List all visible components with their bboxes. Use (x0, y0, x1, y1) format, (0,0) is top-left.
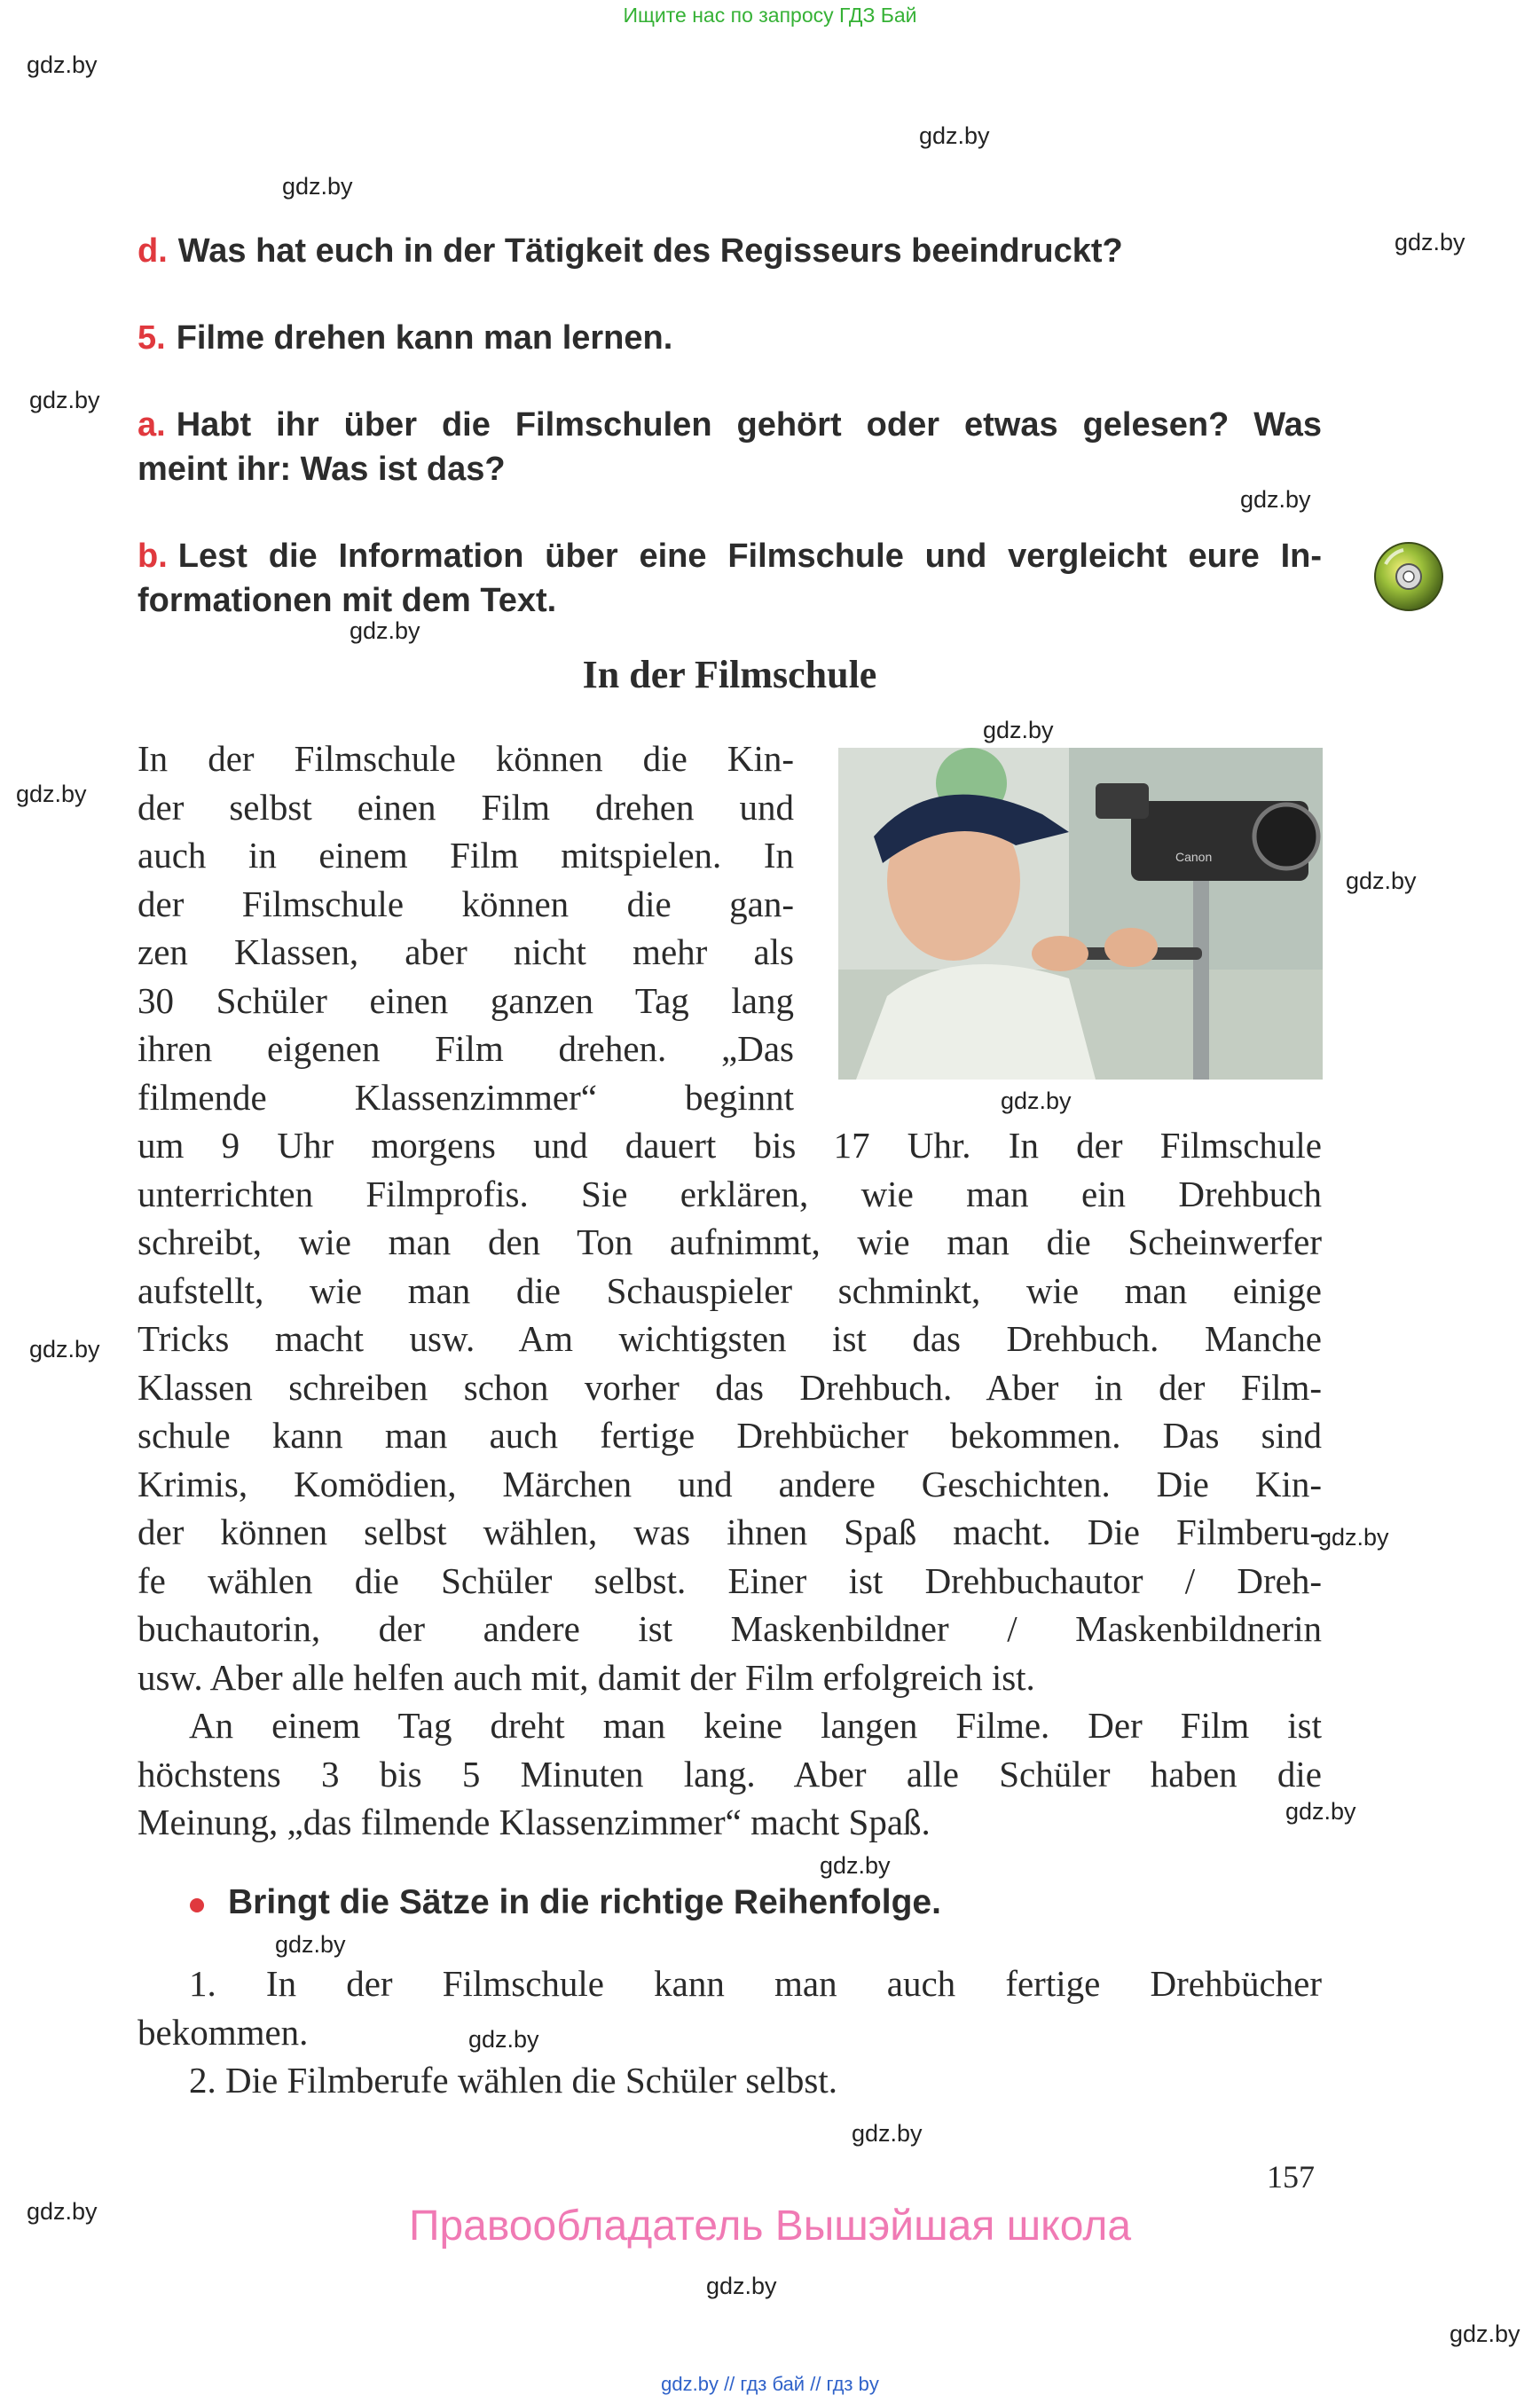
article-line: der können selbst wählen, was ihnen Spaß macht. Die Filmberu- (138, 1512, 1322, 1552)
exercise-item-1 (138, 1959, 1322, 2056)
audio-cd-icon[interactable] (1373, 541, 1444, 612)
article-line: An einem Tag dreht man keine langen Filme. Der Film ist (189, 1705, 1322, 1746)
article-title: In der Filmschule (582, 653, 877, 696)
exercise-line: 1. In der Filmschule kann man auch fertige Drehbücher (189, 1963, 1322, 2004)
article-paragraph-1 (138, 734, 1322, 1701)
watermark: gdz.by (350, 617, 420, 644)
watermark: gdz.by (852, 2120, 923, 2147)
article-line: auch in einem Film mitspielen. In (138, 835, 794, 876)
watermark: gdz.by (1318, 1524, 1389, 1551)
article-line: filmende Klassenzimmer“ beginnt (138, 1076, 794, 1118)
article-line: schreibt, wie man den Ton aufnimmt, wie man die Scheinwerfer (138, 1221, 1322, 1262)
task-5-text: Filme drehen kann man lernen. (176, 319, 673, 357)
article-paragraph-2 (138, 1701, 1322, 1847)
task-b (138, 534, 1322, 623)
task-a-line: Habt ihr über die Filmschulen gehört oder etwas gelesen? Was (176, 406, 1322, 444)
article-line: buchautorin, der andere ist Maskenbildner / Maskenbildnerin (138, 1608, 1322, 1649)
article-line: usw. Aber alle helfen auch mit, damit der Film erfolgreich ist. (138, 1656, 1035, 1698)
article-line: aufstellt, wie man die Schauspieler schminkt, wie man einige (138, 1269, 1322, 1311)
watermark: gdz.by (706, 2273, 777, 2299)
article-line: der selbst einen Film drehen und (138, 786, 794, 828)
exercise-line: 2. Die Filmberufe wählen die Schüler selbst. (189, 2060, 837, 2101)
watermark: gdz.by (1285, 1798, 1356, 1825)
top-banner: Ищите нас по запросу ГДЗ Бай (623, 4, 917, 27)
watermark: gdz.by (1395, 229, 1465, 255)
watermark: gdz.by (1450, 2321, 1520, 2347)
camera-brand-label: Canon (1175, 850, 1213, 864)
article-line: schule kann man auch fertige Drehbücher bekommen. Das sind (138, 1415, 1322, 1456)
article-line: fe wählen die Schüler selbst. Einer ist Drehbuchautor / Dreh- (138, 1559, 1322, 1601)
article-line: höchstens 3 bis 5 Minuten lang. Aber alle Schüler haben die (138, 1753, 1322, 1794)
bullet-icon (190, 1898, 204, 1912)
task-a (138, 403, 1322, 491)
task-a-line: meint ihr: Was ist das? (138, 451, 506, 488)
footer-links[interactable]: gdz.by // гдз бай // гдз by (661, 2373, 879, 2395)
article-line: um 9 Uhr morgens und dauert bis 17 Uhr. In der Filmschule (138, 1125, 1322, 1166)
article-line: In der Filmschule können die Kin- (138, 738, 794, 779)
task-d (138, 229, 1322, 273)
copyright-notice: Правообладатель Вышэйшая школа (408, 2203, 1132, 2250)
exercise-item-2 (138, 2056, 1322, 2105)
article-line: Meinung, „das filmende Klassenzimmer“ macht Spaß. (138, 1802, 931, 1842)
article-line: Tricks macht usw. Am wichtigsten ist das Drehbuch. Manche (138, 1318, 1322, 1359)
exercise-line: bekommen. (138, 2011, 309, 2053)
task-b-line: Lest die Information über eine Filmschule und vergleicht eure In- (177, 538, 1322, 575)
watermark: gdz.by (820, 1852, 891, 1879)
watermark: gdz.by (919, 122, 990, 149)
watermark: gdz.by (29, 1336, 100, 1362)
watermark: gdz.by (16, 781, 87, 807)
article-line: unterrichten Filmprofis. Sie erklären, wie man ein Drehbuch (138, 1173, 1322, 1214)
watermark: gdz.by (29, 387, 100, 413)
watermark: gdz.by (1240, 486, 1311, 513)
task-a-label: a. (138, 406, 166, 444)
watermark: gdz.by (27, 2198, 98, 2225)
article-line: zen Klassen, aber nicht mehr als (138, 931, 794, 972)
article-line: Klassen schreiben schon vorher das Drehbuch. Aber in der Film- (138, 1366, 1322, 1408)
watermark: gdz.by (282, 173, 353, 200)
task-b-label: b. (138, 538, 168, 575)
task-5-label: 5. (138, 319, 166, 357)
task-d-label: d. (138, 232, 168, 270)
exercise-instruction: Bringt die Sätze in die richtige Reihenfolge. (228, 1883, 941, 1921)
article-line: Krimis, Komödien, Märchen und andere Geschichten. Die Kin- (138, 1463, 1322, 1504)
watermark: gdz.by (983, 717, 1054, 743)
watermark: gdz.by (1346, 868, 1417, 894)
watermark: gdz.by (468, 2026, 539, 2053)
task-5 (138, 316, 1322, 360)
watermark: gdz.by (275, 1931, 346, 1958)
watermark: gdz.by (1001, 1088, 1072, 1114)
watermark: gdz.by (27, 51, 98, 78)
task-d-text: Was hat euch in der Tätigkeit des Regisseurs beeindruckt? (177, 232, 1123, 270)
article-line: der Filmschule können die gan- (138, 883, 794, 924)
article-line: 30 Schüler einen ganzen Tag lang (138, 979, 794, 1021)
task-b-line: formationen mit dem Text. (138, 582, 557, 619)
article-line: ihren eigenen Film drehen. „Das (138, 1028, 794, 1069)
page-number: 157 (1267, 2159, 1315, 2195)
